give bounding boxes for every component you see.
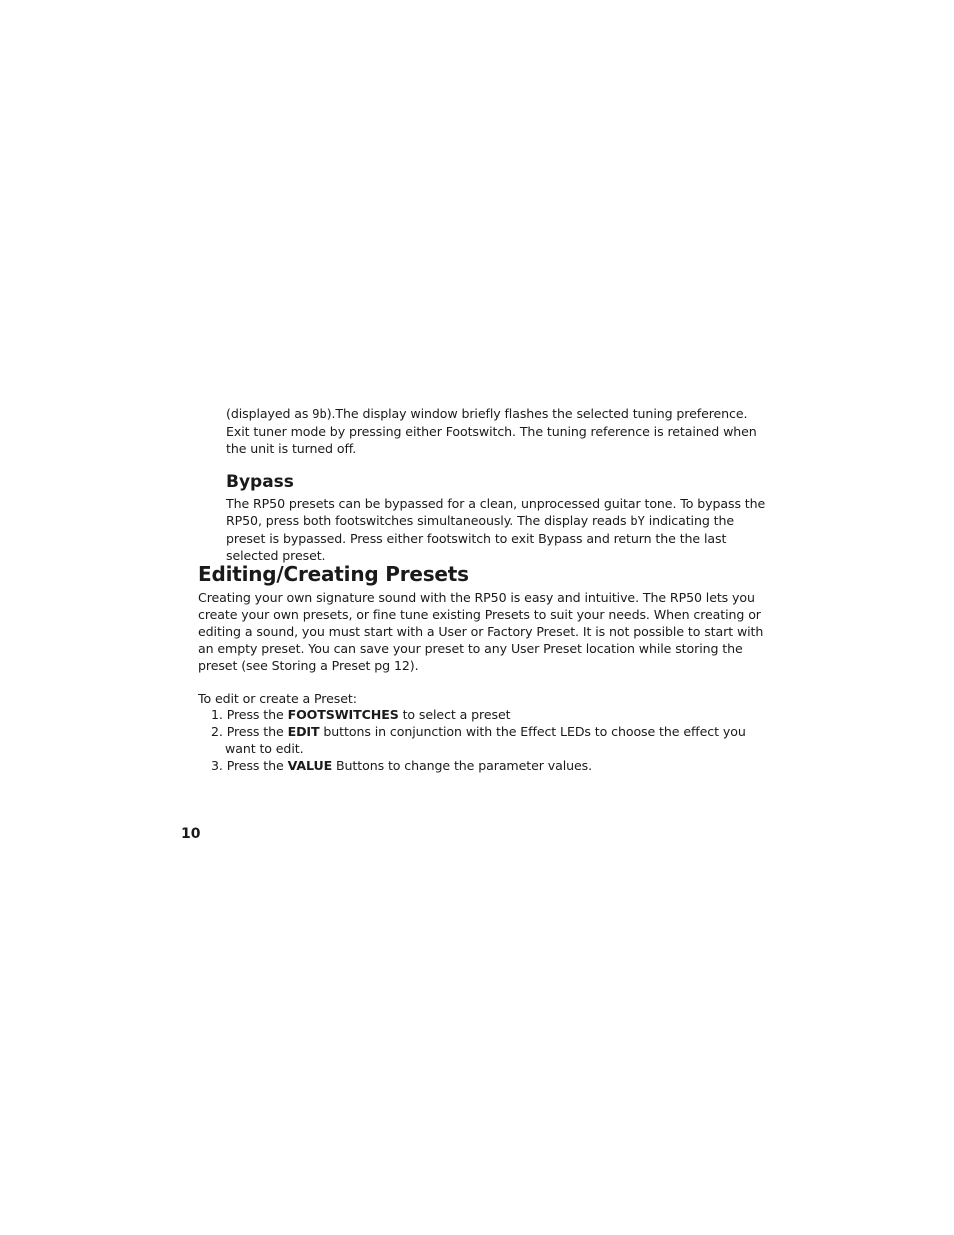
step-keyword: EDIT bbox=[287, 724, 320, 739]
step-text: Press the bbox=[226, 724, 288, 739]
step-text: Press the bbox=[226, 758, 288, 773]
steps-lead: To edit or create a Preset: bbox=[198, 691, 357, 706]
bypass-paragraph bbox=[226, 495, 766, 564]
step-item bbox=[211, 757, 771, 774]
step-text: to select a preset bbox=[398, 707, 511, 722]
step-text: buttons in conjunction with the Effect LEDs to choose the effect you want to edit. bbox=[225, 724, 746, 756]
step-number: 3. bbox=[211, 758, 223, 773]
step-item bbox=[211, 706, 771, 723]
bypass-heading: Bypass bbox=[226, 472, 294, 492]
step-keyword: VALUE bbox=[287, 758, 333, 773]
step-text: Press the bbox=[226, 707, 288, 722]
step-number: 1. bbox=[211, 707, 223, 722]
tuning-display-code: 9b bbox=[312, 407, 327, 421]
tuner-suffix: ).The display window briefly flashes the selected tuning preference. Exit tuner mode by pressing either Footswitch. The tuning reference is retained when the unit is turned off. bbox=[226, 406, 757, 456]
editing-heading: Editing/Creating Presets bbox=[198, 562, 469, 586]
step-keyword: FOOTSWITCHES bbox=[287, 707, 399, 722]
tuner-paragraph bbox=[226, 405, 766, 457]
step-item bbox=[211, 723, 771, 757]
steps-list bbox=[211, 706, 771, 774]
bypass-text-before: The RP50 presets can be bypassed for a clean, unprocessed guitar tone. To bypass the RP50, press both footswitches simultaneously. The display reads bbox=[226, 496, 766, 528]
tuner-prefix: (displayed as bbox=[226, 406, 313, 421]
page-number: 10 bbox=[181, 826, 201, 842]
step-number: 2. bbox=[211, 724, 223, 739]
bypass-display-code: bY bbox=[630, 514, 645, 528]
editing-paragraph: Creating your own signature sound with the RP50 is easy and intuitive. The RP50 lets you create your own presets, or fine tune existing Presets to suit your needs. When creating or editing a sound, you must start with a User or Factory Preset. It is not possible to start with an empty preset. You can save your preset to any User Preset location while storing the preset (see Storing a Preset pg 12). bbox=[198, 590, 764, 673]
step-text: Buttons to change the parameter values. bbox=[332, 758, 592, 773]
bypass-text-after: indicating the preset is bypassed. Press either footswitch to exit Bypass and return the the last selected preset. bbox=[226, 513, 734, 563]
